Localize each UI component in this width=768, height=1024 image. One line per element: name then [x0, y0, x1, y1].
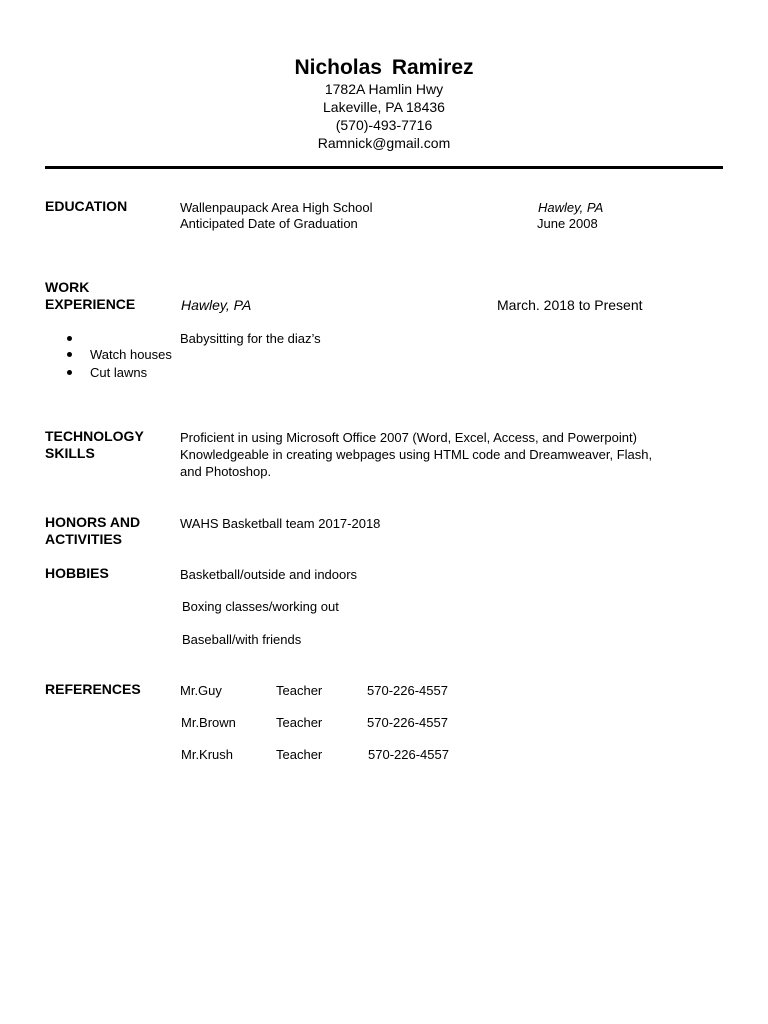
- work-item: Watch houses: [90, 347, 172, 362]
- technology-label-line-1: TECHNOLOGY: [45, 428, 144, 444]
- reference-role: Teacher: [276, 715, 323, 730]
- address-line-2: Lakeville, PA 18436: [323, 99, 445, 115]
- education-school: Wallenpaupack Area High School: [180, 200, 373, 215]
- technology-label-line-2: SKILLS: [45, 445, 95, 461]
- work-location: Hawley, PA: [181, 297, 252, 313]
- references-label: REFERENCES: [45, 681, 141, 697]
- bullet-icon: [67, 352, 72, 357]
- honors-label-line-2: ACTIVITIES: [45, 531, 123, 547]
- education-location: Hawley, PA: [538, 200, 604, 215]
- bullet-icon: [67, 336, 72, 341]
- email-address: Ramnick@gmail.com: [317, 135, 451, 151]
- reference-phone: 570-226-4557: [368, 747, 449, 762]
- honors-text: WAHS Basketball team 2017-2018: [180, 516, 381, 531]
- reference-name: Mr.Guy: [180, 683, 222, 698]
- reference-role: Teacher: [276, 747, 323, 762]
- candidate-name: Nicholas Ramirez: [294, 56, 474, 79]
- work-dates: March. 2018 to Present: [497, 297, 643, 313]
- honors-label-line-1: HONORS AND: [45, 514, 141, 530]
- education-detail: Anticipated Date of Graduation: [180, 216, 358, 231]
- phone-number: (570)-493-7716: [335, 117, 433, 133]
- work-item: Cut lawns: [90, 365, 148, 380]
- hobby-item: Basketball/outside and indoors: [180, 567, 358, 582]
- hobbies-label: HOBBIES: [45, 565, 109, 581]
- header-divider: [45, 166, 723, 169]
- bullet-icon: [67, 370, 72, 375]
- reference-name: Mr.Krush: [181, 747, 234, 762]
- address-line-1: 1782A Hamlin Hwy: [324, 81, 444, 97]
- work-label-line-1: WORK: [45, 279, 90, 295]
- hobby-item: Boxing classes/working out: [182, 599, 339, 614]
- reference-role: Teacher: [276, 683, 323, 698]
- education-label: EDUCATION: [45, 198, 128, 214]
- reference-name: Mr.Brown: [181, 715, 236, 730]
- reference-phone: 570-226-4557: [367, 715, 448, 730]
- reference-phone: 570-226-4557: [367, 683, 448, 698]
- work-label-line-2: EXPERIENCE: [45, 296, 136, 312]
- technology-line: Knowledgeable in creating webpages using HTML code and Dreamweaver, Flash,: [180, 447, 653, 462]
- hobby-item: Baseball/with friends: [182, 632, 302, 647]
- work-item: Babysitting for the diaz’s: [180, 331, 321, 346]
- education-date: June 2008: [537, 216, 598, 231]
- technology-line: and Photoshop.: [180, 464, 272, 479]
- technology-line: Proficient in using Microsoft Office 2007 (Word, Excel, Access, and Powerpoint): [180, 430, 637, 445]
